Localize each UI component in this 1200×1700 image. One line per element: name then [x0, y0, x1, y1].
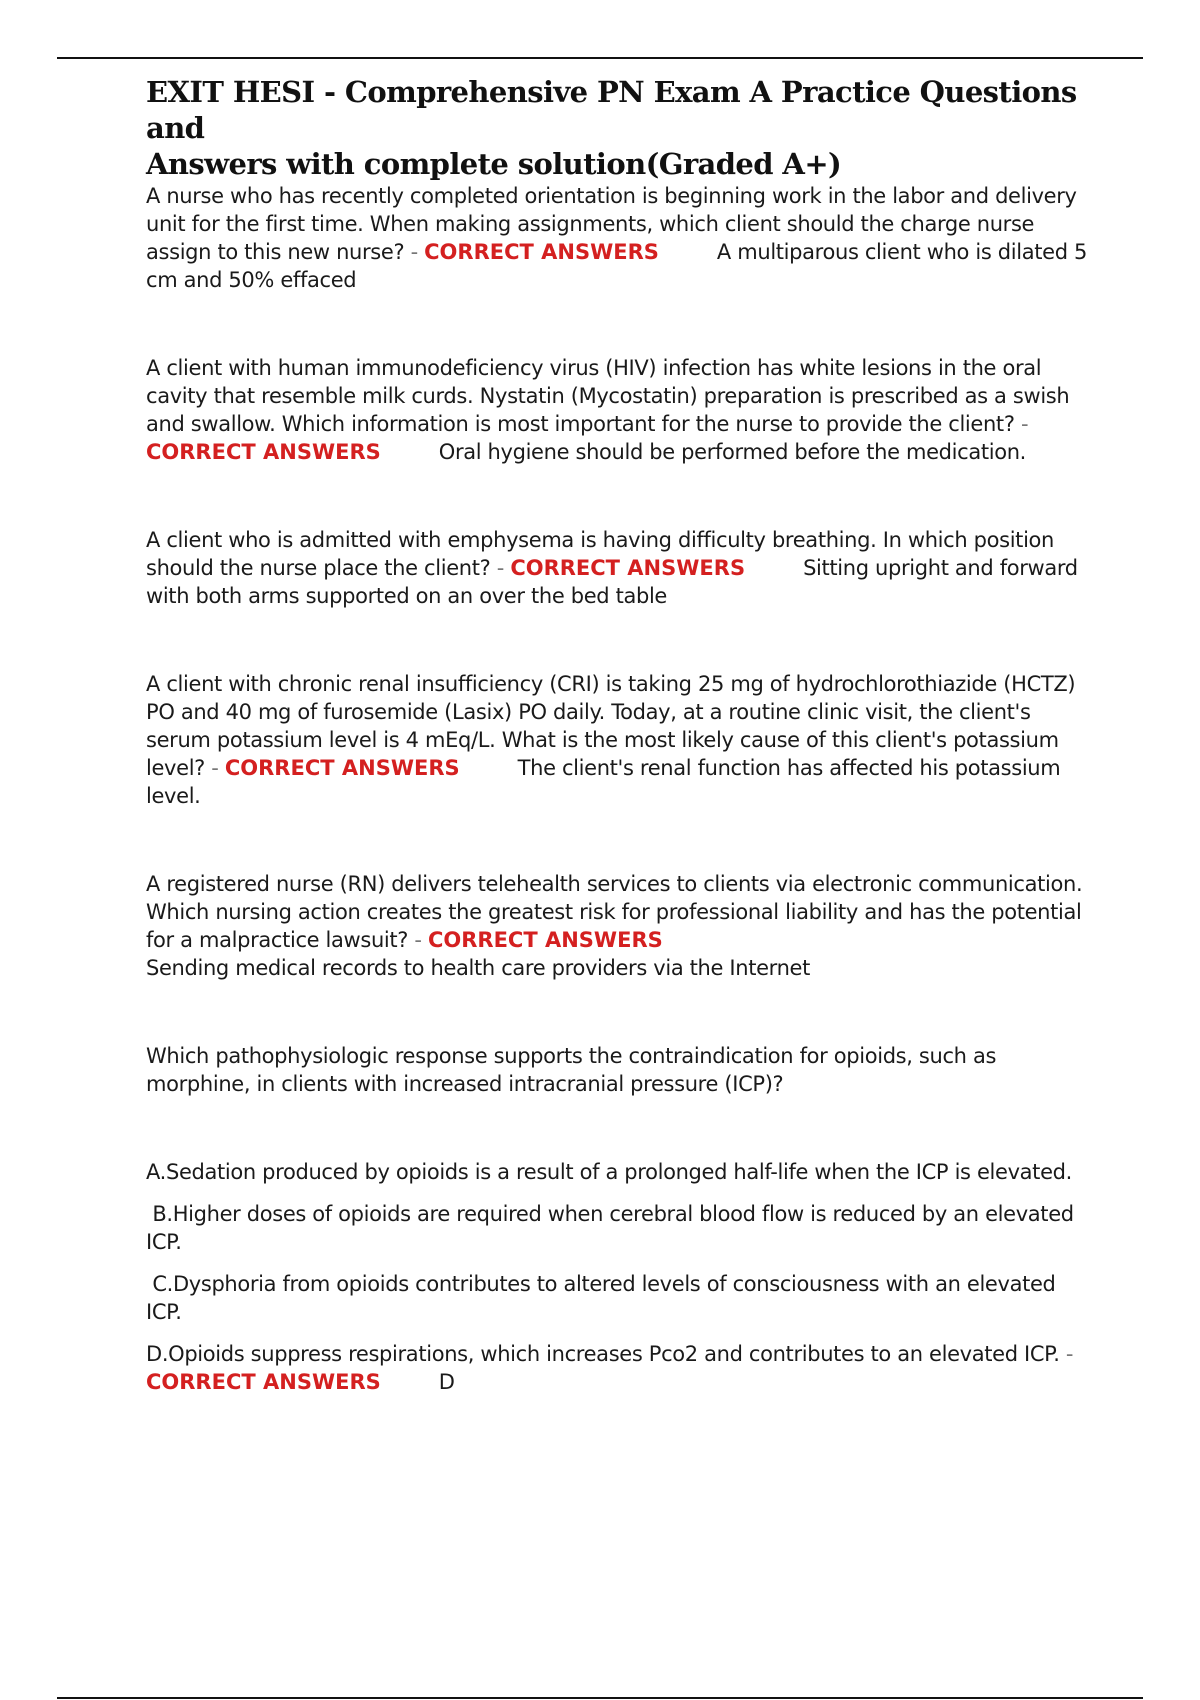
- correct-answers-label: CORRECT ANSWERS: [424, 240, 659, 264]
- question-text: A nurse who has recently completed orientation is beginning work in the labor and delivery unit for the first time. When making assignments, which client should the charge nurse assign to this new nurse?: [146, 184, 1077, 264]
- question-block-5: [146, 870, 1091, 982]
- question-text: A client with chronic renal insufficiency (CRI) is taking 25 mg of hydrochlorothiazide (HCTZ) PO and 40 mg of furosemide (Lasix) PO daily. Today, at a routine clinic visit, the client's serum potassium level is 4 mEq/L. What is the most likely cause of this client's potassium level?: [146, 672, 1076, 780]
- answer-text: Sending medical records to health care providers via the Internet: [146, 956, 810, 980]
- answer-text: A multiparous client who is dilated 5 cm and 50% effaced: [146, 240, 1088, 292]
- bottom-rule: [57, 1697, 1143, 1699]
- question-text: A client with human immunodeficiency virus (HIV) infection has white lesions in the oral cavity that resemble milk curds. Nystatin (Mycostatin) preparation is prescribed as a swish and swallow. Which information is most important for the nurse to provide the client?: [146, 356, 1070, 436]
- question-text: A client who is admitted with emphysema is having difficulty breathing. In which position should the nurse place the client?: [146, 528, 1055, 580]
- title-line-2: Answers with complete solution(Graded A+): [146, 147, 842, 181]
- answer-separator: -: [404, 240, 425, 264]
- top-rule: [57, 57, 1143, 59]
- mc-question-stem: Which pathophysiologic response supports the contraindication for opioids, such as morphine, in clients with increased intracranial pressure (ICP)?: [146, 1044, 997, 1096]
- title-line-1: EXIT HESI - Comprehensive PN Exam A Practice Questions and: [146, 75, 1077, 145]
- question-block-4: [146, 670, 1091, 810]
- mc-option-a: A.Sedation produced by opioids is a result of a prolonged half-life when the ICP is elevated.: [146, 1160, 1072, 1184]
- correct-answers-label: CORRECT ANSWERS: [427, 928, 663, 952]
- mc-option-c: C.Dysphoria from opioids contributes to altered levels of consciousness with an elevated ICP.: [146, 1272, 1062, 1324]
- answer-separator: -: [1059, 1342, 1074, 1366]
- mc-option-b: B.Higher doses of opioids are required when cerebral blood flow is reduced by an elevated ICP.: [146, 1202, 1081, 1254]
- answer-text: Oral hygiene should be performed before the medication.: [438, 440, 1026, 464]
- question-text: A registered nurse (RN) delivers telehealth services to clients via electronic communication. Which nursing action creates the greatest risk for professional liability and has the potential for a malpractice lawsuit?: [146, 872, 1083, 952]
- answer-text: Sitting upright and forward with both arms supported on an over the bed table: [146, 556, 1078, 608]
- question-block-3: [146, 526, 1091, 610]
- document-title: [146, 74, 1091, 182]
- document-body: [146, 74, 1091, 1396]
- mc-option-d: D.Opioids suppress respirations, which increases Pco2 and contributes to an elevated ICP.: [146, 1342, 1060, 1366]
- question-block-2: [146, 354, 1091, 466]
- question-block-1: [146, 182, 1091, 294]
- answer-separator: -: [408, 928, 428, 952]
- answer-separator: -: [490, 556, 511, 580]
- mc-option-d-block: [146, 1340, 1091, 1396]
- correct-answers-label: CORRECT ANSWERS: [146, 440, 381, 464]
- correct-answers-label: CORRECT ANSWERS: [146, 1370, 381, 1394]
- answer-text: The client's renal function has affected his potassium level.: [146, 756, 1061, 808]
- answer-separator: -: [1014, 412, 1029, 436]
- correct-answers-label: CORRECT ANSWERS: [224, 756, 460, 780]
- mc-answer-text: D: [438, 1370, 455, 1394]
- correct-answers-label: CORRECT ANSWERS: [510, 556, 746, 580]
- answer-separator: -: [204, 756, 225, 780]
